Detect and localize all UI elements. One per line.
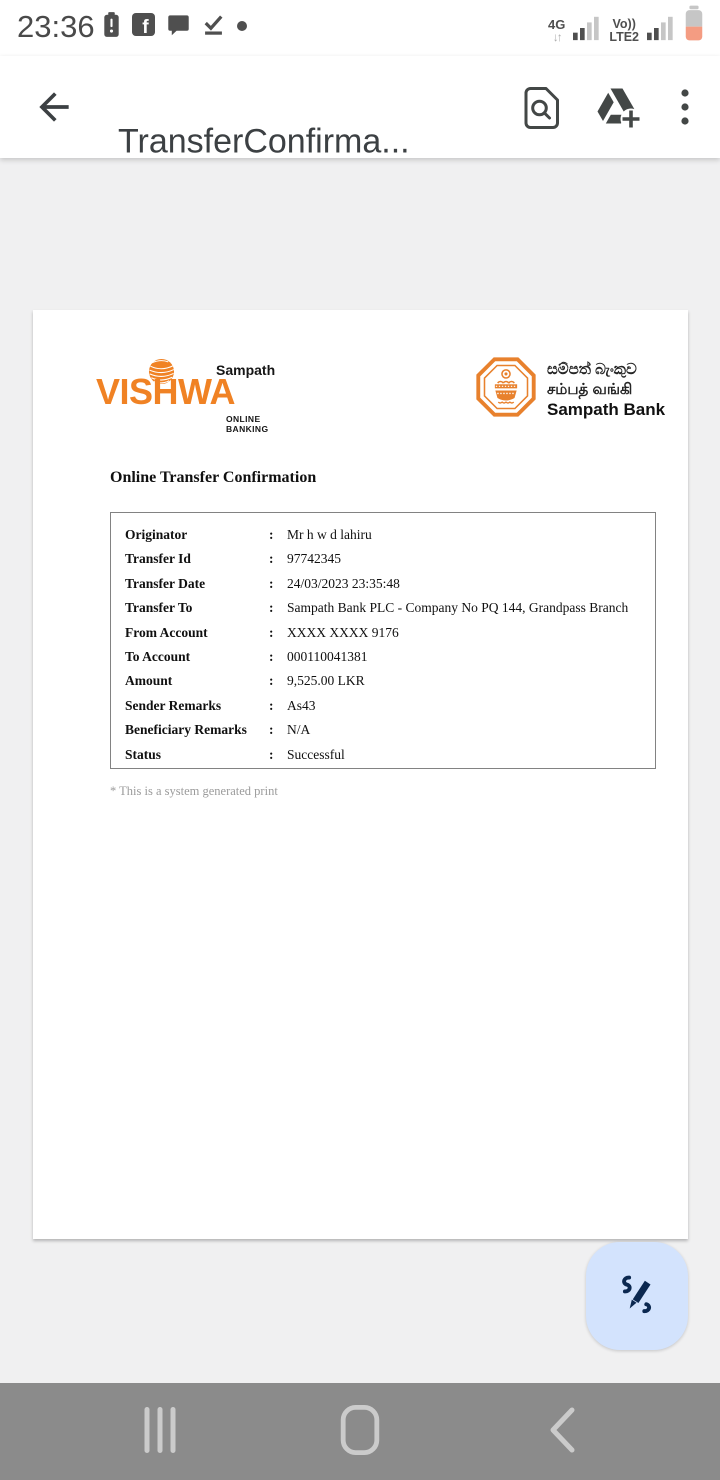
field-colon: : xyxy=(269,600,274,616)
table-row xyxy=(111,523,655,547)
pdf-page xyxy=(33,310,688,1239)
field-value: 97742345 xyxy=(287,551,341,567)
field-value: 24/03/2023 23:35:48 xyxy=(287,575,400,591)
field-label: Transfer Date xyxy=(125,575,206,591)
arrow-back-icon xyxy=(32,117,76,132)
field-colon: : xyxy=(269,624,274,640)
field-label: Originator xyxy=(125,527,188,542)
sampath-bank-logo xyxy=(475,355,665,424)
document-title: TransferConfirma... xyxy=(118,122,410,161)
vishwa-logo xyxy=(96,352,286,434)
android-navigation-bar xyxy=(0,1383,720,1480)
notification-icons xyxy=(103,13,247,41)
notification-dot-icon xyxy=(237,18,247,36)
table-row xyxy=(111,572,655,596)
data-arrows: ↓↑ xyxy=(552,30,561,44)
toolbar-actions xyxy=(518,84,700,132)
field-value: Mr h w d lahiru xyxy=(287,527,372,542)
field-value: 9,525.00 LKR xyxy=(287,673,365,689)
status-bar xyxy=(0,0,720,56)
back-chevron-icon xyxy=(549,1407,575,1456)
field-label: Amount xyxy=(125,673,173,689)
field-colon: : xyxy=(269,527,274,542)
drive-add-icon xyxy=(594,86,640,131)
svg-text:f: f xyxy=(142,16,149,36)
home-icon xyxy=(340,1405,380,1458)
field-label: From Account xyxy=(125,624,208,640)
table-row xyxy=(111,547,655,571)
table-row xyxy=(111,621,655,645)
sampath-emblem-icon xyxy=(475,355,537,424)
task-check-icon xyxy=(202,14,225,41)
annotate-fab[interactable] xyxy=(586,1242,688,1350)
battery-low-icon xyxy=(683,5,705,46)
back-button[interactable] xyxy=(30,84,78,132)
sampath-bank-names xyxy=(547,355,665,424)
message-icon xyxy=(167,14,190,41)
back-nav-button[interactable] xyxy=(502,1383,622,1480)
network-type-indicator: 4G ↓↑ xyxy=(548,17,566,44)
confirmation-heading: Online Transfer Confirmation xyxy=(110,469,317,486)
facebook-icon xyxy=(132,13,155,41)
field-colon: : xyxy=(269,697,274,713)
table-row xyxy=(111,694,655,718)
table-row xyxy=(111,743,655,767)
vishwa-brand-top: Sampath xyxy=(216,362,276,378)
bank-name-tamil: சம்பத் வங்கி xyxy=(547,380,633,398)
more-options-button[interactable] xyxy=(670,84,700,132)
stylus-note-icon xyxy=(610,1268,664,1325)
vishwa-brand-main: VISHWA xyxy=(96,371,236,412)
field-value: 000110041381 xyxy=(287,648,368,664)
home-button[interactable] xyxy=(300,1383,420,1480)
more-vert-icon xyxy=(678,87,692,130)
signal-bars-icon xyxy=(573,15,601,46)
add-to-drive-button[interactable] xyxy=(594,84,640,132)
system-status-icons xyxy=(548,8,705,46)
field-value: N/A xyxy=(287,722,311,738)
volte-indicator: Vo)) LTE2 xyxy=(609,17,639,44)
field-label: Transfer To xyxy=(125,600,193,616)
field-value: Sampath Bank PLC - Company No PQ 144, Grandpass Branch xyxy=(287,600,629,616)
app-toolbar xyxy=(0,56,720,161)
field-colon: : xyxy=(269,551,274,567)
recents-icon xyxy=(144,1407,176,1456)
field-colon: : xyxy=(269,648,274,664)
field-label: To Account xyxy=(125,648,191,664)
field-colon: : xyxy=(269,746,274,762)
system-generated-note: * This is a system generated print xyxy=(110,784,278,798)
field-label: Sender Remarks xyxy=(125,697,222,713)
bank-name-english: Sampath Bank xyxy=(547,399,666,419)
clock: 23:36 xyxy=(17,9,95,44)
table-row xyxy=(111,596,655,620)
battery-alert-icon xyxy=(103,12,120,42)
recents-button[interactable] xyxy=(100,1383,220,1480)
find-in-file-icon xyxy=(522,85,560,132)
field-colon: : xyxy=(269,575,274,591)
field-colon: : xyxy=(269,722,274,738)
table-row xyxy=(111,669,655,693)
field-label: Status xyxy=(125,746,162,762)
transfer-table xyxy=(110,512,656,769)
table-row xyxy=(111,645,655,669)
field-value: XXXX XXXX 9176 xyxy=(287,624,399,640)
field-value: Successful xyxy=(287,746,345,762)
signal-bars-icon xyxy=(647,15,675,46)
pdf-viewport[interactable] xyxy=(0,158,720,1383)
field-value: As43 xyxy=(287,697,316,713)
find-in-file-button[interactable] xyxy=(518,84,564,132)
field-colon: : xyxy=(269,673,274,689)
table-row xyxy=(111,718,655,742)
field-label: Transfer Id xyxy=(125,551,191,567)
field-label: Beneficiary Remarks xyxy=(125,722,247,738)
vishwa-brand-sub: ONLINE BANKING xyxy=(226,414,269,434)
bank-name-sinhala: සම්පත් බැංකුව xyxy=(547,360,637,378)
